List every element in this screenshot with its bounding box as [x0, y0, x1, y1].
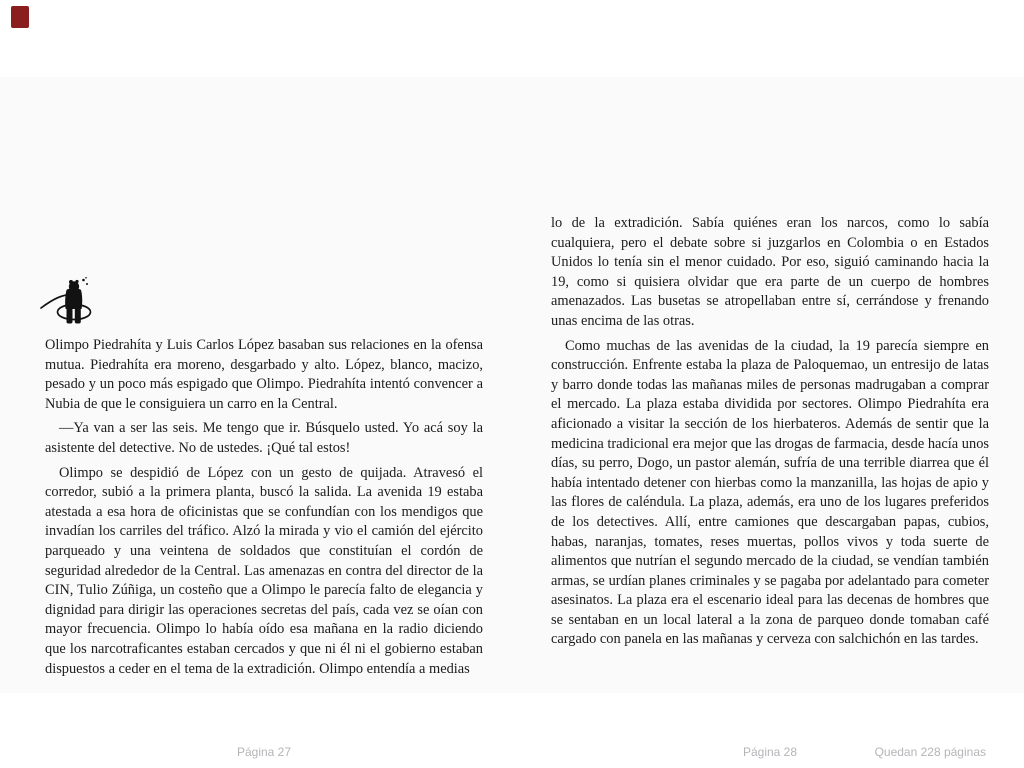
paragraph: —Ya van a ser las seis. Me tengo que ir. Búsquelo usted. Yo acá soy la asistente del detective. No de ustedes. ¡Qué tal estos! — [45, 420, 483, 456]
paragraph: Olimpo Piedrahíta y Luis Carlos López basaban sus relaciones en la ofensa mutua. Piedrahíta era moreno, desgarbado y alto. López, blanco, macizo, pesado y un poco más espigado que Olimpo. Piedrahíta intentó convencer a Nubia de que le consiguiera un carro en la Central. — [45, 337, 483, 412]
red-bookmark-marker — [11, 6, 29, 28]
right-page-number: Página 28 — [742, 745, 798, 759]
book-page-spread — [0, 77, 1024, 759]
chapter-ornament-icon — [40, 277, 132, 329]
paragraph: lo de la extradición. Sabía quiénes eran los narcos, como lo sabía cualquiera, pero el debate sobre si juzgarlos en Colombia o en Estados Unidos lo tenía sin el menor cuidado. Por eso, siguió caminando hacia la 19, como si quisiera olvidar que era parte de un cuerpo de hombres amenazados. Las busetas se atropellaban entre sí, cerrándose y frenando unas encima de las otras. — [551, 215, 989, 329]
paragraph: Como muchas de las avenidas de la ciudad, la 19 parecía siempre en construcción. Enfrente estaba la plaza de Paloquemao, un entresijo de latas y barro donde todas las mañanas miles de personas madrugaban a comprar el mercado. La plaza estaba dividida por sectores. Olimpo Piedrahíta era aficionado a visitar la sección de los hierbateros. Además de sentir que la medicina tradicional era mejor que las drogas de farmacia, desde hacía unos días, su perro, Dogo, un pastor alemán, sufría de una terrible diarrea que él había intentado detener con hierbas como la manzanilla, las hojas de apio y las flores de caléndula. La plaza, además, era uno de los lugares preferidos de los detectives. Allí, entre camiones que descargaban papas, cubios, habas, naranjas, tomates, reses muertas, pollos vivos y toda suerte de alimentos que nutrían el segundo mercado de la ciudad, se vendían también armas, se urdían planes criminales y se pagaba por adelantado para cometer asesinatos. La plaza era el escenario ideal para las decenas de hombres que se sentaban en un local lateral a la zona de parqueo donde tomaban café cargado con panela en las mañanas y cerveza con salchichón en las tardes. — [551, 337, 989, 648]
right-page-text — [551, 214, 989, 650]
left-page-number: Página 27 — [236, 745, 292, 759]
left-page-text — [45, 336, 483, 679]
pages-remaining-label: Quedan 228 páginas — [874, 745, 986, 759]
paragraph: Olimpo se despidió de López con un gesto de quijada. Atravesó el corredor, subió a la primera planta, buscó la salida. La avenida 19 estaba atestada a esa hora de oficinistas que se confundían con los mendigos que invadían los carriles del tráfico. Alzó la mirada y vio el camión del ejército parqueado y una veintena de soldados que constituían el cordón de seguridad alrededor de la Central. Las amenazas en contra del director de la CIN, Tulio Zúñiga, un costeño que a Olimpo le parecía falto de elegancia y dignidad para dirigir las operaciones secretas del país, cada vez se oían con mayor frecuencia. Olimpo lo había oído esa mañana en la radio diciendo que los narcotraficantes estaban cercados y que ni él ni el gobierno estaban dispuestos a ceder en el tema de la extradición. Olimpo entendía a medias — [45, 464, 483, 677]
